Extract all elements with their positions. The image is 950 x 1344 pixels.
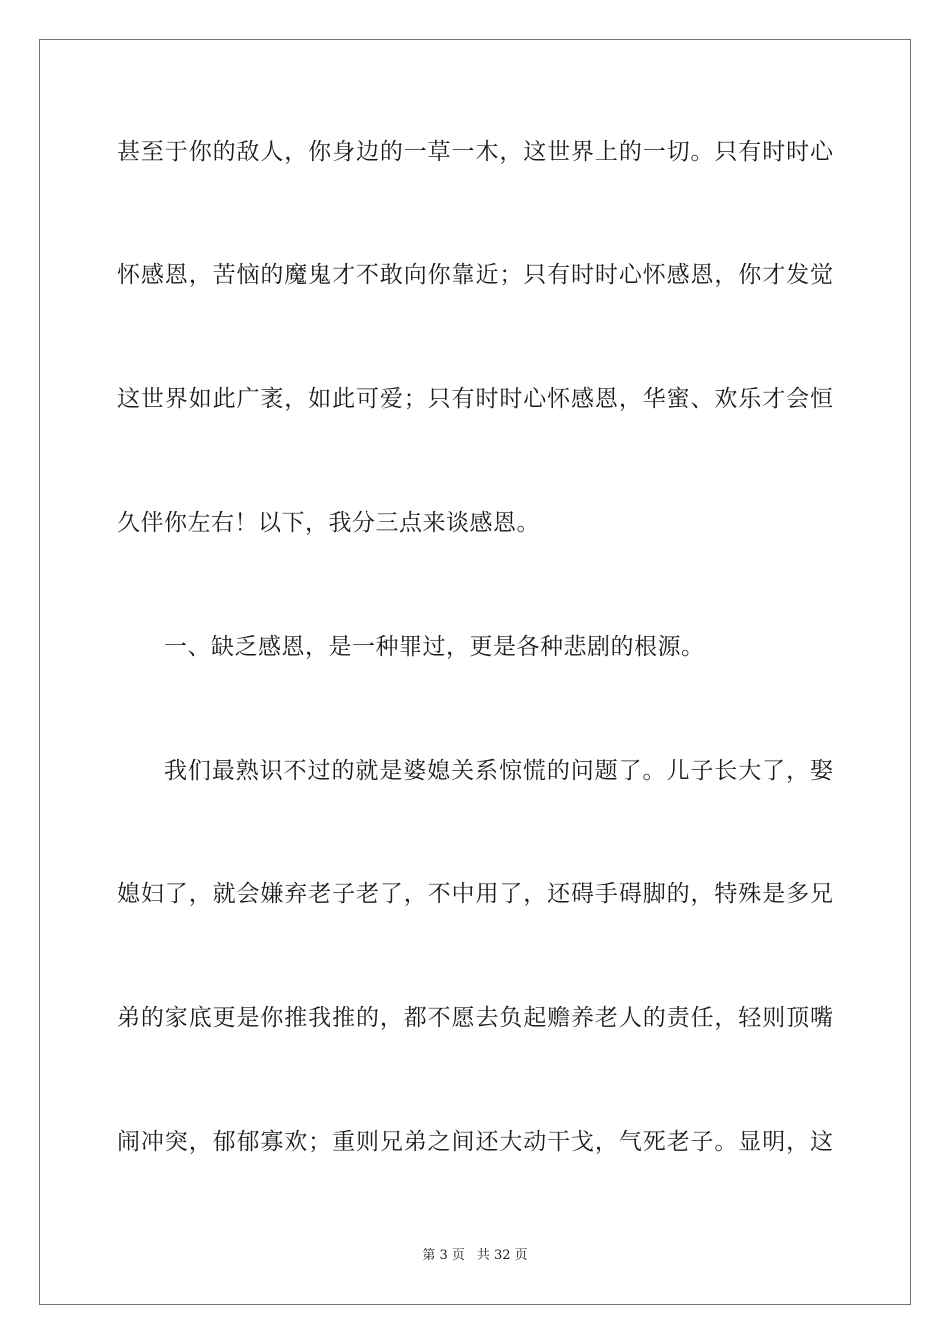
page-footer — [0, 1247, 950, 1265]
body-text-line-6: 媳妇了，就会嫌弃老子老了，不中用了，还碍手碍脚的，特殊是多兄 — [117, 881, 833, 907]
page-border — [39, 39, 911, 1305]
body-text-line-2: 怀感恩，苦恼的魔鬼才不敢向你靠近；只有时时心怀感恩，你才发觉 — [117, 262, 833, 288]
body-text-line-8: 闹冲突，郁郁寡欢；重则兄弟之间还大动干戈，气死老子。显明，这 — [117, 1129, 833, 1155]
section-heading: 一、缺乏感恩，是一种罪过，更是各种悲剧的根源。 — [164, 634, 705, 660]
page-number: 第 3 页 — [422, 1248, 465, 1263]
body-text-line-1: 甚至于你的敌人，你身边的一草一木，这世界上的一切。只有时时心 — [117, 139, 833, 165]
body-text-line-4: 久伴你左右！以下，我分三点来谈感恩。 — [117, 510, 540, 536]
total-pages: 共 32 页 — [476, 1248, 528, 1263]
body-text-line-3: 这世界如此广袤，如此可爱；只有时时心怀感恩，华蜜、欢乐才会恒 — [117, 386, 833, 412]
body-text-line-7: 弟的家底更是你推我推的，都不愿去负起赡养老人的责任，轻则顶嘴 — [117, 1005, 833, 1031]
body-text-line-5: 我们最熟识不过的就是婆媳关系惊慌的问题了。儿子长大了，娶 — [164, 758, 833, 784]
